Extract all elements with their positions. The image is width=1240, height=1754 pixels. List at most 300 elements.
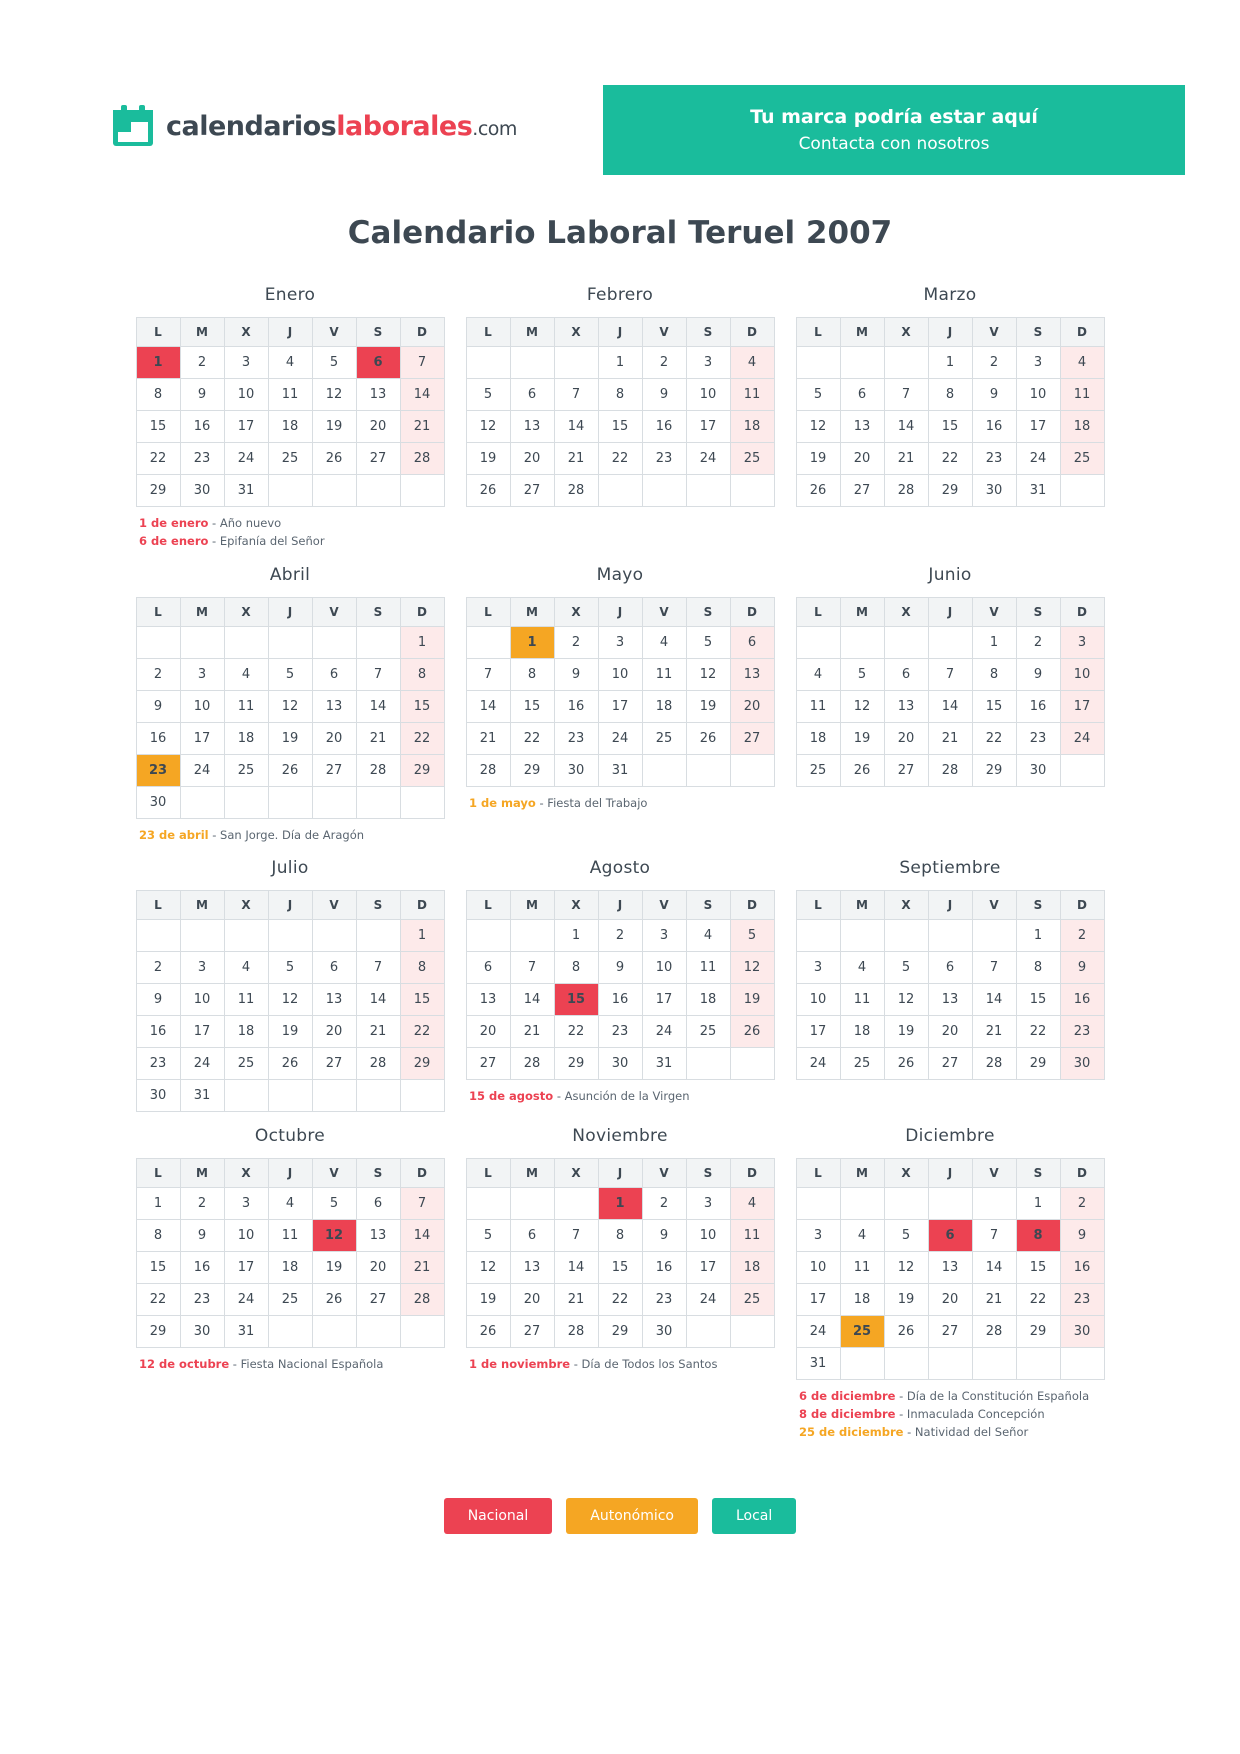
month-table <box>466 890 775 1080</box>
day-cell: 21 <box>928 722 972 754</box>
day-cell: 18 <box>840 1284 884 1316</box>
day-cell: 15 <box>136 1252 180 1284</box>
day-cell: 14 <box>466 690 510 722</box>
month-block <box>465 285 775 551</box>
day-cell: 10 <box>224 379 268 411</box>
day-cell: 25 <box>840 1048 884 1080</box>
sunday-cell: 11 <box>730 1220 774 1252</box>
day-cell: 26 <box>312 1284 356 1316</box>
day-cell: 4 <box>686 920 730 952</box>
day-cell: 25 <box>796 754 840 786</box>
sunday-cell: 4 <box>730 347 774 379</box>
week-row <box>796 1348 1104 1380</box>
banner-subline: Contacta con nosotros <box>798 134 990 154</box>
week-row <box>136 475 444 507</box>
day-cell: 30 <box>136 786 180 818</box>
day-cell: 31 <box>796 1348 840 1380</box>
day-cell: 9 <box>180 1220 224 1252</box>
weekday-header: J <box>928 891 972 920</box>
day-cell: 8 <box>136 379 180 411</box>
day-cell: 26 <box>312 443 356 475</box>
month-name: Noviembre <box>572 1126 668 1147</box>
day-cell: 19 <box>884 1016 928 1048</box>
weekday-header: S <box>1016 1159 1060 1188</box>
week-row <box>796 347 1104 379</box>
day-cell: 21 <box>972 1016 1016 1048</box>
day-cell: 4 <box>268 347 312 379</box>
empty-cell <box>356 1080 400 1112</box>
empty-cell <box>312 1080 356 1112</box>
sunday-cell: 6 <box>730 626 774 658</box>
logo-text <box>166 111 517 142</box>
holiday-cell-autonomico: 1 <box>510 626 554 658</box>
weekday-header-row <box>466 597 774 626</box>
empty-cell <box>268 1316 312 1348</box>
weekday-header: V <box>642 1159 686 1188</box>
weekday-header: D <box>730 891 774 920</box>
day-cell: 13 <box>928 1252 972 1284</box>
month-table <box>136 317 445 507</box>
weekday-header: S <box>356 318 400 347</box>
weekday-header: L <box>796 597 840 626</box>
day-cell: 10 <box>180 984 224 1016</box>
sunday-cell: 9 <box>1060 1220 1104 1252</box>
sunday-cell: 18 <box>730 1252 774 1284</box>
day-cell: 18 <box>840 1016 884 1048</box>
holiday-note-date: 1 de mayo <box>469 795 536 810</box>
month-block <box>135 1126 445 1441</box>
empty-cell <box>268 475 312 507</box>
day-cell: 19 <box>796 443 840 475</box>
month-block <box>795 1126 1105 1441</box>
day-cell: 6 <box>840 379 884 411</box>
day-cell: 17 <box>180 1016 224 1048</box>
site-logo[interactable] <box>110 85 517 149</box>
empty-cell <box>884 347 928 379</box>
day-cell: 13 <box>884 690 928 722</box>
month-block <box>135 285 445 551</box>
month-table <box>796 597 1105 787</box>
day-cell: 27 <box>840 475 884 507</box>
sunday-cell: 28 <box>400 1284 444 1316</box>
month-table <box>466 597 775 787</box>
day-cell: 29 <box>136 1316 180 1348</box>
weekday-header: V <box>312 891 356 920</box>
sunday-cell: 14 <box>400 379 444 411</box>
empty-cell <box>1016 1348 1060 1380</box>
holiday-note-date: 6 de diciembre <box>799 1389 896 1404</box>
weekday-header-row <box>796 597 1104 626</box>
empty-cell <box>312 626 356 658</box>
sunday-cell: 21 <box>400 1252 444 1284</box>
day-cell: 21 <box>510 1016 554 1048</box>
weekday-header: X <box>884 1159 928 1188</box>
empty-cell <box>268 626 312 658</box>
weekday-header: J <box>268 891 312 920</box>
week-row <box>466 626 774 658</box>
day-cell: 7 <box>356 658 400 690</box>
weekday-header: V <box>312 597 356 626</box>
day-cell: 26 <box>796 475 840 507</box>
month-table <box>466 317 775 507</box>
day-cell: 9 <box>180 379 224 411</box>
day-cell: 18 <box>796 722 840 754</box>
holiday-note-text: - Día de la Constitución Española <box>895 1389 1090 1404</box>
sunday-cell: 12 <box>730 952 774 984</box>
holiday-notes <box>795 1388 1105 1441</box>
day-cell: 7 <box>554 1220 598 1252</box>
day-cell: 19 <box>466 1284 510 1316</box>
day-cell: 24 <box>686 443 730 475</box>
day-cell: 14 <box>554 411 598 443</box>
sunday-cell: 1 <box>400 626 444 658</box>
sunday-cell: 14 <box>400 1220 444 1252</box>
day-cell: 30 <box>180 1316 224 1348</box>
week-row <box>136 658 444 690</box>
week-row <box>796 626 1104 658</box>
day-cell: 10 <box>224 1220 268 1252</box>
month-name: Diciembre <box>905 1126 995 1147</box>
day-cell: 2 <box>642 347 686 379</box>
day-cell: 10 <box>686 379 730 411</box>
week-row <box>466 952 774 984</box>
weekday-header: D <box>1060 1159 1104 1188</box>
day-cell: 23 <box>554 722 598 754</box>
empty-cell <box>510 347 554 379</box>
day-cell: 29 <box>510 754 554 786</box>
holiday-note <box>799 1388 1105 1406</box>
week-row <box>796 1188 1104 1220</box>
day-cell: 4 <box>224 952 268 984</box>
week-row <box>136 626 444 658</box>
holiday-note-date: 8 de diciembre <box>799 1407 896 1422</box>
day-cell: 10 <box>686 1220 730 1252</box>
sunday-cell: 1 <box>400 920 444 952</box>
day-cell: 24 <box>180 754 224 786</box>
weekday-header: X <box>884 891 928 920</box>
holiday-note <box>139 827 445 845</box>
day-cell: 3 <box>180 658 224 690</box>
day-cell: 22 <box>928 443 972 475</box>
sunday-cell: 11 <box>730 379 774 411</box>
day-cell: 3 <box>598 626 642 658</box>
holiday-notes <box>465 1088 775 1106</box>
empty-cell <box>312 1316 356 1348</box>
day-cell: 25 <box>224 754 268 786</box>
sunday-cell: 18 <box>730 411 774 443</box>
weekday-header: D <box>400 1159 444 1188</box>
day-cell: 12 <box>312 379 356 411</box>
weekday-header-row <box>796 318 1104 347</box>
day-cell: 20 <box>356 411 400 443</box>
day-cell: 16 <box>180 411 224 443</box>
day-cell: 15 <box>136 411 180 443</box>
day-cell: 13 <box>312 690 356 722</box>
empty-cell <box>928 1188 972 1220</box>
weekday-header: S <box>1016 597 1060 626</box>
empty-cell <box>796 1188 840 1220</box>
day-cell: 1 <box>1016 920 1060 952</box>
holiday-notes <box>135 827 445 845</box>
weekday-header: M <box>840 597 884 626</box>
empty-cell <box>356 475 400 507</box>
empty-cell <box>180 786 224 818</box>
day-cell: 10 <box>1016 379 1060 411</box>
day-cell: 27 <box>312 754 356 786</box>
ad-banner[interactable] <box>603 85 1185 175</box>
day-cell: 28 <box>554 475 598 507</box>
day-cell: 17 <box>686 1252 730 1284</box>
week-row <box>466 754 774 786</box>
weekday-header: J <box>268 1159 312 1188</box>
weekday-header: V <box>642 318 686 347</box>
day-cell: 20 <box>928 1284 972 1316</box>
sunday-cell: 8 <box>400 952 444 984</box>
day-cell: 29 <box>136 475 180 507</box>
day-cell: 11 <box>686 952 730 984</box>
day-cell: 12 <box>884 984 928 1016</box>
day-cell: 17 <box>598 690 642 722</box>
week-row <box>466 379 774 411</box>
weekday-header: X <box>224 1159 268 1188</box>
weekday-header-row <box>466 891 774 920</box>
day-cell: 8 <box>972 658 1016 690</box>
week-row <box>136 722 444 754</box>
day-cell: 26 <box>686 722 730 754</box>
day-cell: 17 <box>224 1252 268 1284</box>
day-cell: 23 <box>136 1048 180 1080</box>
day-cell: 27 <box>312 1048 356 1080</box>
day-cell: 27 <box>510 1316 554 1348</box>
day-cell: 30 <box>642 1316 686 1348</box>
day-cell: 20 <box>510 1284 554 1316</box>
week-row <box>796 1048 1104 1080</box>
weekday-header: S <box>686 318 730 347</box>
sunday-cell: 7 <box>400 347 444 379</box>
month-name: Enero <box>264 285 316 305</box>
month-name: Marzo <box>923 285 977 305</box>
day-cell: 26 <box>840 754 884 786</box>
month-name: Mayo <box>596 564 644 585</box>
day-cell: 31 <box>224 1316 268 1348</box>
day-cell: 14 <box>356 984 400 1016</box>
empty-cell <box>400 1080 444 1112</box>
week-row <box>796 920 1104 952</box>
day-cell: 19 <box>466 443 510 475</box>
day-cell: 22 <box>1016 1284 1060 1316</box>
empty-cell <box>268 1080 312 1112</box>
day-cell: 11 <box>224 690 268 722</box>
holiday-note-text: - San Jorge. Día de Aragón <box>208 827 365 842</box>
weekday-header: J <box>268 318 312 347</box>
day-cell: 5 <box>686 626 730 658</box>
day-cell: 4 <box>840 952 884 984</box>
day-cell: 15 <box>598 411 642 443</box>
weekday-header: S <box>686 597 730 626</box>
day-cell: 31 <box>642 1048 686 1080</box>
day-cell: 26 <box>466 475 510 507</box>
day-cell: 13 <box>356 1220 400 1252</box>
week-row <box>136 1016 444 1048</box>
weekday-header: L <box>796 1159 840 1188</box>
week-row <box>796 443 1104 475</box>
weekday-header: D <box>400 891 444 920</box>
empty-cell <box>224 1080 268 1112</box>
empty-cell <box>796 347 840 379</box>
weekday-header: X <box>884 597 928 626</box>
week-row <box>136 754 444 786</box>
day-cell: 18 <box>224 1016 268 1048</box>
weekday-header: M <box>180 318 224 347</box>
day-cell: 1 <box>598 347 642 379</box>
week-row <box>136 1080 444 1112</box>
empty-cell <box>356 626 400 658</box>
sunday-cell: 4 <box>1060 347 1104 379</box>
weekday-header: D <box>730 597 774 626</box>
weekday-header: J <box>598 891 642 920</box>
weekday-header: X <box>554 318 598 347</box>
day-cell: 22 <box>972 722 1016 754</box>
weekday-header: L <box>136 891 180 920</box>
day-cell: 1 <box>928 347 972 379</box>
week-row <box>136 786 444 818</box>
day-cell: 18 <box>268 411 312 443</box>
day-cell: 16 <box>642 1252 686 1284</box>
day-cell: 12 <box>686 658 730 690</box>
day-cell: 6 <box>312 952 356 984</box>
day-cell: 9 <box>554 658 598 690</box>
week-row <box>136 1252 444 1284</box>
day-cell: 16 <box>136 722 180 754</box>
week-row <box>796 1284 1104 1316</box>
empty-cell <box>466 347 510 379</box>
holiday-cell-autonomico: 25 <box>840 1316 884 1348</box>
week-row <box>466 920 774 952</box>
empty-cell <box>730 475 774 507</box>
day-cell: 15 <box>928 411 972 443</box>
empty-cell <box>466 920 510 952</box>
day-cell: 25 <box>268 1284 312 1316</box>
day-cell: 8 <box>136 1220 180 1252</box>
weekday-header: L <box>136 318 180 347</box>
sunday-cell: 4 <box>730 1188 774 1220</box>
weekday-header: X <box>224 318 268 347</box>
day-cell: 3 <box>224 347 268 379</box>
day-cell: 6 <box>510 379 554 411</box>
day-cell: 30 <box>136 1080 180 1112</box>
month-table <box>136 890 445 1112</box>
day-cell: 13 <box>510 1252 554 1284</box>
day-cell: 28 <box>928 754 972 786</box>
day-cell: 24 <box>686 1284 730 1316</box>
week-row <box>136 1220 444 1252</box>
day-cell: 17 <box>686 411 730 443</box>
holiday-cell-nacional: 12 <box>312 1220 356 1252</box>
empty-cell <box>972 1188 1016 1220</box>
day-cell: 17 <box>1016 411 1060 443</box>
holiday-note-text: - Natividad del Señor <box>903 1425 1029 1440</box>
day-cell: 24 <box>224 443 268 475</box>
day-cell: 27 <box>510 475 554 507</box>
day-cell: 19 <box>268 1016 312 1048</box>
day-cell: 3 <box>686 1188 730 1220</box>
week-row <box>466 347 774 379</box>
month-name: Abril <box>269 564 311 585</box>
day-cell: 29 <box>598 1316 642 1348</box>
day-cell: 30 <box>972 475 1016 507</box>
weekday-header: D <box>730 1159 774 1188</box>
day-cell: 22 <box>510 722 554 754</box>
day-cell: 19 <box>312 1252 356 1284</box>
weekday-header: J <box>268 597 312 626</box>
weekday-header: S <box>686 1159 730 1188</box>
sunday-cell: 16 <box>1060 984 1104 1016</box>
weekday-header: M <box>840 318 884 347</box>
sunday-cell: 21 <box>400 411 444 443</box>
day-cell: 26 <box>884 1048 928 1080</box>
day-cell: 1 <box>554 920 598 952</box>
month-block <box>465 858 775 1112</box>
sunday-cell: 22 <box>400 1016 444 1048</box>
day-cell: 23 <box>598 1016 642 1048</box>
day-cell: 29 <box>1016 1316 1060 1348</box>
months-grid <box>0 285 1240 1456</box>
empty-cell <box>642 754 686 786</box>
week-row <box>466 1284 774 1316</box>
day-cell: 24 <box>598 722 642 754</box>
weekday-header-row <box>466 318 774 347</box>
day-cell: 26 <box>884 1316 928 1348</box>
day-cell: 14 <box>972 1252 1016 1284</box>
day-cell: 19 <box>268 722 312 754</box>
day-cell: 17 <box>642 984 686 1016</box>
week-row <box>466 443 774 475</box>
day-cell: 8 <box>554 952 598 984</box>
day-cell: 30 <box>598 1048 642 1080</box>
weekday-header: S <box>1016 318 1060 347</box>
day-cell: 12 <box>268 690 312 722</box>
weekday-header: M <box>510 891 554 920</box>
sunday-cell: 5 <box>730 920 774 952</box>
day-cell: 14 <box>554 1252 598 1284</box>
holiday-note <box>469 1356 775 1374</box>
page-title: Calendario Laboral Teruel 2007 <box>347 215 893 251</box>
day-cell: 4 <box>840 1220 884 1252</box>
weekday-header: D <box>400 318 444 347</box>
week-row <box>466 1048 774 1080</box>
day-cell: 22 <box>136 443 180 475</box>
sunday-cell: 16 <box>1060 1252 1104 1284</box>
day-cell: 25 <box>642 722 686 754</box>
empty-cell <box>840 920 884 952</box>
holiday-note <box>469 795 775 813</box>
month-name: Julio <box>271 858 309 879</box>
empty-cell <box>840 1348 884 1380</box>
calendar-icon <box>110 103 156 149</box>
weekday-header: X <box>554 891 598 920</box>
weekday-header: L <box>466 891 510 920</box>
week-row <box>136 1048 444 1080</box>
holiday-note-text: - Día de Todos los Santos <box>570 1357 718 1372</box>
week-row <box>466 658 774 690</box>
day-cell: 20 <box>312 722 356 754</box>
holiday-notes <box>135 515 445 551</box>
weekday-header: S <box>356 597 400 626</box>
day-cell: 7 <box>972 952 1016 984</box>
holiday-note-date: 1 de enero <box>139 516 209 530</box>
day-cell: 1 <box>136 1188 180 1220</box>
day-cell: 19 <box>840 722 884 754</box>
